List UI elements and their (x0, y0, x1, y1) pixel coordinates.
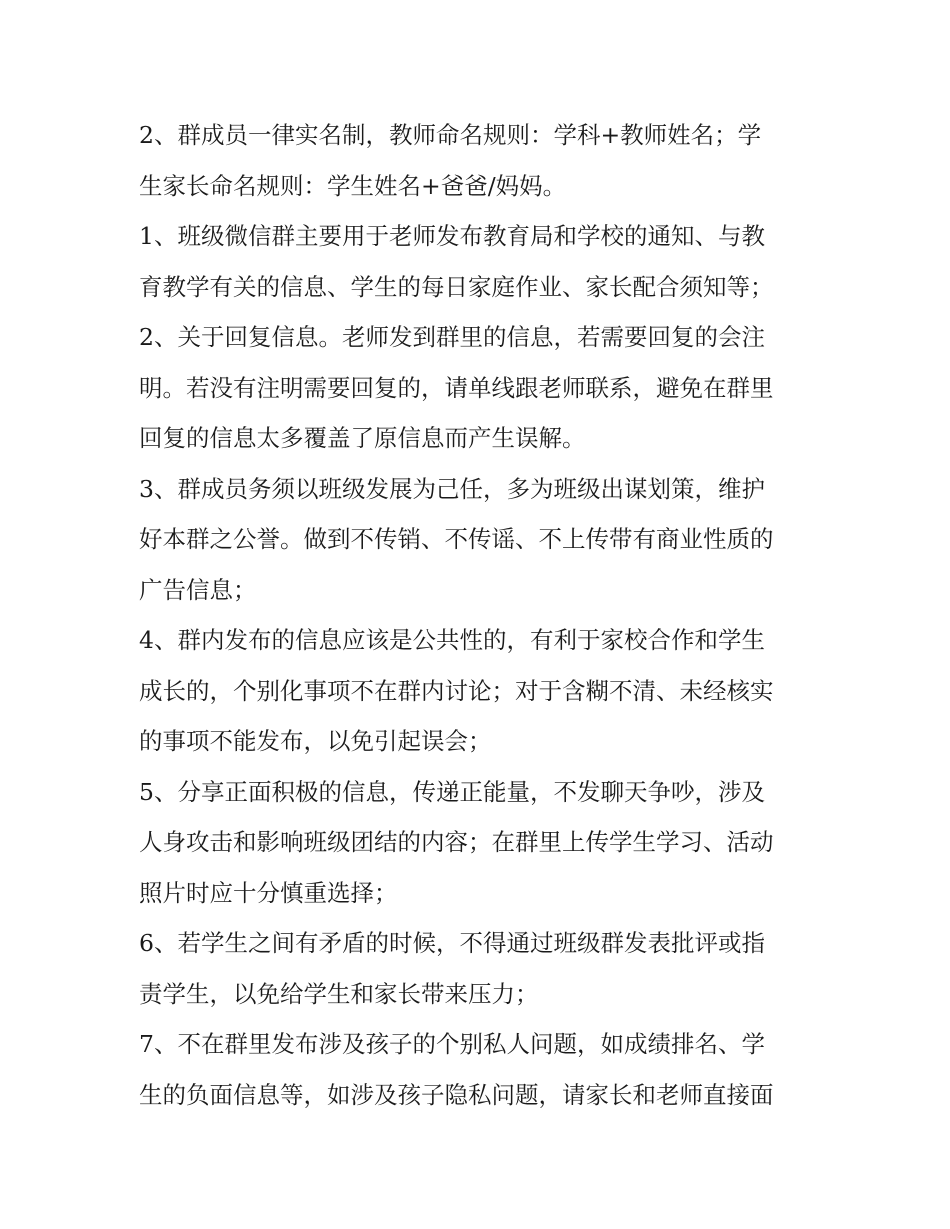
text-line: 2、关于回复信息。老师发到群里的信息，若需要回复的会注 (139, 323, 765, 351)
text-line: 生家长命名规则：学生姓名+爸爸/妈妈。 (139, 171, 567, 200)
text-line: 3、群成员务须以班级发展为己任，多为班级出谋划策，维护 (139, 474, 765, 503)
text-line: 广告信息； (139, 575, 257, 604)
text-line: 7、不在群里发布涉及孩子的个别私人问题，如成绩排名、学 (139, 1030, 765, 1058)
text-line: 育教学有关的信息、学生的每日家庭作业、家长配合须知等； (139, 272, 774, 301)
text-line: 2、群成员一律实名制，教师命名规则：学科+教师姓名；学 (139, 121, 762, 149)
text-line: 6、若学生之间有矛盾的时候，不得通过班级群发表批评或指 (139, 929, 765, 957)
text-line: 的事项不能发布，以免引起误会； (139, 727, 492, 755)
text-line: 明。若没有注明需要回复的，请单线跟老师联系，避免在群里 (139, 373, 774, 402)
text-line: 好本群之公誉。做到不传销、不传谣、不上传带有商业性质的 (139, 525, 774, 553)
text-line: 5、分享正面积极的信息，传递正能量，不发聊天争吵，涉及 (139, 777, 765, 806)
text-line: 人身攻击和影响班级团结的内容；在群里上传学生学习、活动 (139, 828, 774, 856)
text-line: 4、群内发布的信息应该是公共性的，有利于家校合作和学生 (139, 626, 765, 654)
text-line: 照片时应十分慎重选择； (139, 878, 398, 907)
text-line: 责学生，以免给学生和家长带来压力； (139, 979, 539, 1008)
text-line: 生的负面信息等，如涉及孩子隐私问题，请家长和老师直接面 (139, 1080, 774, 1109)
document-body (139, 110, 819, 1120)
text-line: 回复的信息太多覆盖了原信息而产生误解。 (139, 424, 586, 452)
text-line: 成长的，个别化事项不在群内讨论；对于含糊不清、未经核实 (139, 676, 774, 705)
text-line: 1、班级微信群主要用于老师发布教育局和学校的通知、与教 (139, 222, 765, 250)
